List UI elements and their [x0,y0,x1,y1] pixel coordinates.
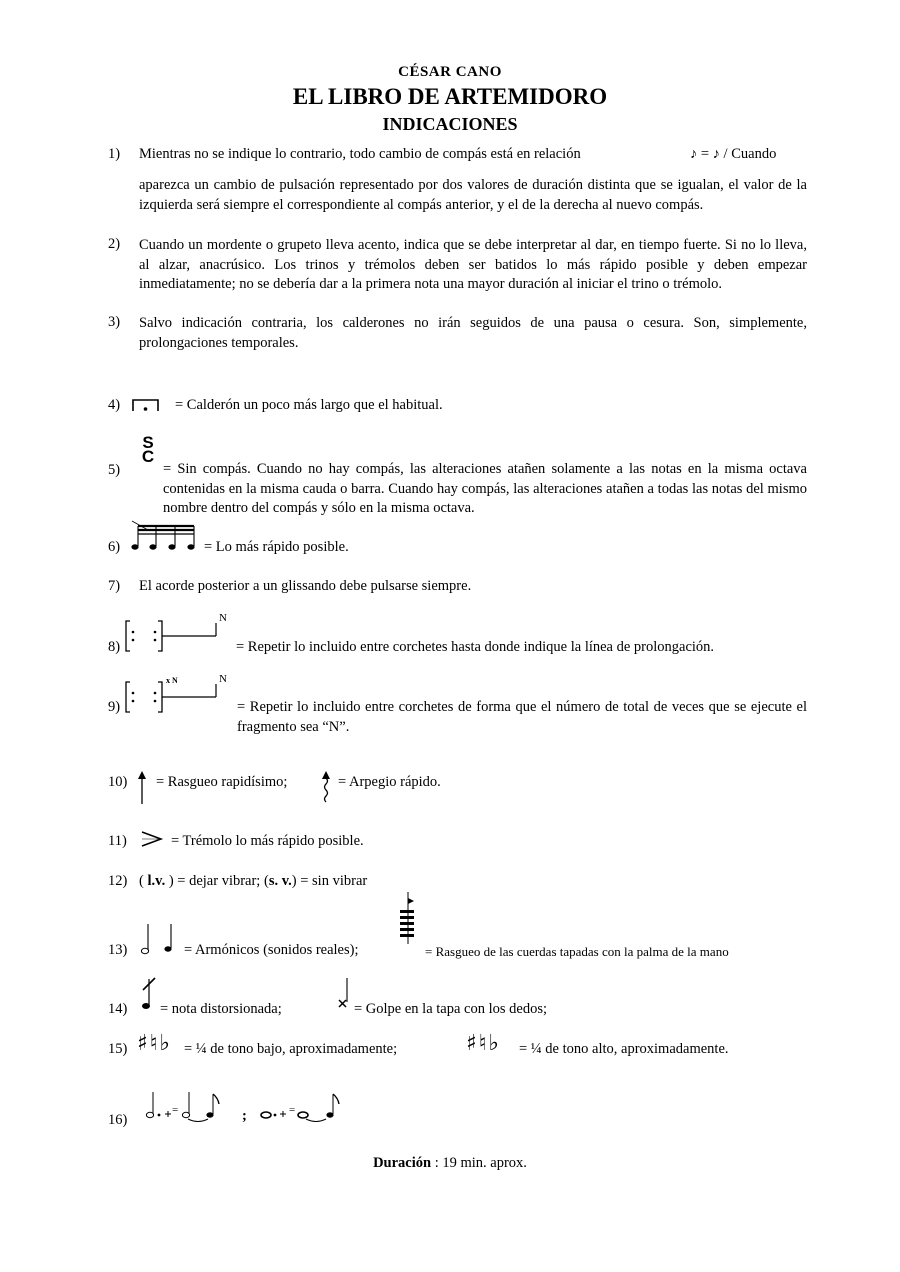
item-5-number: 5) [108,462,121,478]
item-1-text: aparezca un cambio de pulsación representado por dos valores de duración distinta que se igualan, el valor de la izquierda será siempre el correspondiente al compás anterior, y el de la derecha al nuevo compás. [139,177,807,213]
item-14-text-b: = Golpe en la tapa con los dedos; [354,1001,548,1017]
dotted-whole-tie-icon [255,1088,355,1124]
item-1-number: 1) [108,146,121,162]
item-3-number: 3) [108,314,121,330]
item-15-text-b: = ¼ de tono alto, aproximadamente. [519,1041,729,1057]
item-12-lv-meaning: ) = dejar vibrar; [165,873,264,889]
item-6-text: = Lo más rápido posible. [204,539,349,555]
item-11-text: = Trémolo lo más rápido posible. [171,833,364,849]
item-8-text: = Repetir lo incluido entre corchetes hasta donde indique la línea de prolongación. [236,639,715,655]
item-4-number: 4) [108,397,121,413]
tap-strike-icon [335,976,351,1012]
item-8-n-label: N [219,612,227,624]
quarter-tone-up-accidentals-icon: ♯♮♭ [466,1031,501,1056]
item-12-sv-open: ( [263,873,269,889]
item-9-xn-label: x N [166,676,178,685]
repeat-n-times-brackets-icon [124,678,234,716]
item-11-number: 11) [108,833,127,849]
tremolo-icon [139,829,165,849]
item-2-text: Cuando un mordente o grupeto lleva acento, indica que se debe interpretar al dar, en tiempo fuerte. Si no lo lleva, al alzar, anacrúsico. Los trinos y trémolos deben ser batidos lo más rápido posible y deben empezar inmediatamente; no se debería dar a la primera nota una mayor duración al iniciar el trino o trémolo. [139,237,807,292]
page-subtitle: INDICACIONES [382,114,518,134]
item-16-equals-b: = [289,1104,296,1116]
harmonic-notes-icon [138,920,182,958]
item-12-sv-abbr: s. v. [268,873,292,889]
item-10-number: 10) [108,774,128,790]
fast-arpeggio-icon [320,770,332,806]
item-12-lv-open: ( [139,873,148,889]
item-8-number: 8) [108,639,121,655]
duration-label: Duración [373,1155,432,1171]
item-3-text: Salvo indicación contraria, los calderones no irán seguidos de una pausa o cesura. Son, simplemente, prolongaciones temporales. [139,315,807,351]
item-12-number: 12) [108,873,128,889]
senza-misura-top-letter: S [142,433,154,452]
fast-strum-arrow-icon [136,770,148,806]
beamed-notes-icon [128,519,198,555]
item-13-text-b: = Rasgueo de las cuerdas tapadas con la palma de la mano [425,944,729,959]
item-6-number: 6) [108,539,121,555]
item-12-lv-abbr: l.v. [147,873,166,889]
item-12-sv-meaning: ) = sin vibrar [291,873,368,889]
item-7-text: El acorde posterior a un glissando debe pulsarse siempre. [139,578,472,594]
distorted-note-icon [140,976,158,1014]
item-14-text-a: = nota distorsionada; [160,1001,282,1017]
item-9-number: 9) [108,699,121,715]
item-9-n-label: N [219,673,227,685]
dotted-half-tie-icon [140,1088,240,1124]
item-16-equals-a: = [172,1104,179,1116]
item-1-first-line-tail: ♪ = ♪ / Cuando [690,146,777,162]
muted-strum-icon [396,890,420,948]
item-15-text-a: = ¼ de tono bajo, aproximadamente; [184,1041,398,1057]
duration-value: 19 min. aprox. [442,1155,527,1171]
item-12-text [139,873,367,890]
item-13-text-a: = Armónicos (sonidos reales); [184,942,359,958]
item-4-text: = Calderón un poco más largo que el habitual. [175,397,443,413]
quarter-tone-down-accidentals-icon: ♯♮♭ [137,1031,172,1056]
duration-separator: : [431,1155,443,1171]
item-1-first-line: Mientras no se indique lo contrario, todo cambio de compás está en relación [139,146,581,162]
item-14-number: 14) [108,1001,128,1017]
senza-misura-icon [138,433,158,466]
item-9-text: = Repetir lo incluido entre corchetes de forma que el número de total de veces que se ejecute el fragmento sea “N”. [237,699,807,735]
item-16-number: 16) [108,1112,128,1128]
item-5-text: = Sin compás. Cuando no hay compás, las alteraciones atañen solamente a las notas en la misma octava contenidas en la misma cauda o barra. Cuando hay compás, las alteraciones atañen a todas las notas del mismo nombre dentro del compás y sólo en la misma octava. [163,461,807,516]
composer-name: CÉSAR CANO [398,64,502,80]
item-7-number: 7) [108,578,121,594]
item-2-number: 2) [108,236,121,252]
item-10-text-a: = Rasgueo rapidísimo; [156,774,288,790]
duration-line [0,1155,900,1172]
long-fermata-icon [132,397,162,413]
item-13-number: 13) [108,942,128,958]
repeat-brackets-icon [124,617,234,655]
item-10-text-b: = Arpegio rápido. [338,774,441,790]
item-16-separator: ; [242,1108,247,1124]
senza-misura-bottom-letter: C [141,447,155,466]
page-title: EL LIBRO DE ARTEMIDORO [292,84,608,109]
item-15-number: 15) [108,1041,128,1057]
